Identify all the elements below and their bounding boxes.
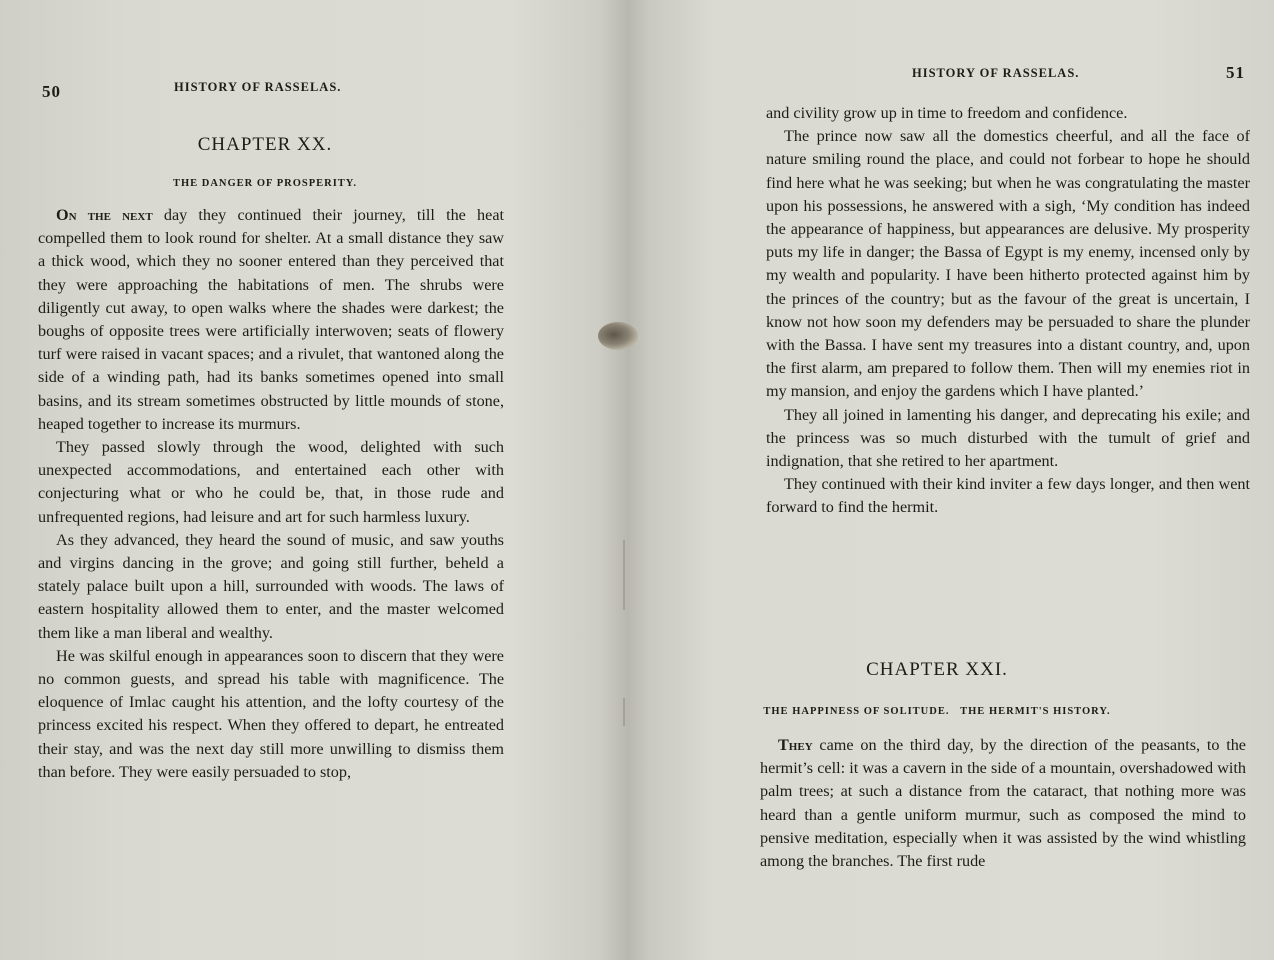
right-body-text-top [766, 102, 1250, 520]
left-page [0, 0, 620, 960]
paragraph: They all joined in lamenting his danger, and deprecating his exile; and the princess was so much disturbed with the tumult of grief and indignation, that she retired to her apartment. [766, 405, 1250, 471]
paragraph: and civility grow up in time to freedom and confidence. [766, 104, 1128, 122]
paragraph [760, 734, 1246, 873]
right-body-text-bottom [760, 734, 1246, 873]
left-body-text [38, 204, 504, 784]
page-number: 51 [1226, 63, 1245, 82]
chapter-title: CHAPTER XXI. [866, 659, 1008, 680]
paragraph: He was skilful enough in appearances soon to discern that they were no common guests, and spread his table with magnificence. The eloquence of Imlac caught his attention, and the lofty courtesy of the princess excited his respect. When they offered to depart, he entreated their stay, and was the next day still more unwilling to dismiss them than before. They were easily persuaded to stop, [38, 646, 504, 781]
running-head: HISTORY OF RASSELAS. [912, 66, 1080, 80]
chapter-title: CHAPTER XX. [197, 134, 333, 155]
paragraph-text: came on the third day, by the direction of the peasants, to the hermit’s cell: it was a cavern in the side of a mountain, overshadowed with palm trees; at such a distance from the cataract, that nothing more was heard than a gentle uniform murmur, such as composed the mind to pensive meditation, especially when it was assisted by the wind whistling among the branches. The first rude [760, 736, 1246, 871]
chapter-subtitle: THE DANGER OF PROSPERITY. [172, 178, 358, 189]
lead-words: They [778, 736, 813, 754]
running-head: HISTORY OF RASSELAS. [174, 80, 342, 94]
chapter-subtitle: THE HAPPINESS OF SOLITUDE. THE HERMIT'S HISTORY. [763, 706, 1111, 717]
paragraph: As they advanced, they heard the sound of music, and saw youths and virgins dancing in the grove; and going still further, beheld a stately palace built upon a hill, surrounded with woods. The laws of eastern hospitality allowed them to enter, and the master welcomed them like a man liberal and wealthy. [38, 530, 504, 642]
paragraph-text: day they continued their journey, till the heat compelled them to look round for shelter. At a small distance they saw a thick wood, which they no sooner entered than they perceived that they were approaching the habitations of men. The shrubs were diligently cut away, to open walks where the shades were darkest; the boughs of opposite trees were artificially interwoven; seats of flowery turf were raised in vacant spaces; and a rivulet, that wantoned along the side of a winding path, had its banks sometimes opened into small basins, and its stream sometimes obstructed by little mounds of stone, heaped together to increase its murmurs. [38, 206, 504, 433]
paragraph: They continued with their kind inviter a few days longer, and then went forward to find the hermit. [766, 475, 1250, 517]
paragraph [38, 204, 504, 436]
right-page [620, 0, 1274, 960]
paragraph: The prince now saw all the domestics cheerful, and all the face of nature smiling round the place, and could not forbear to hope he should find here what he was seeking; but when he was congratulating the master upon his possessions, he answered with a sigh, ‘My condition has indeed the appearance of happiness, but appearances are delusive. My prosperity puts my life in danger; the Bassa of Egypt is my enemy, incensed only by my wealth and popularity. I have been hitherto protected against him by the princes of the country; but as the favour of the great is uncertain, I know not how soon my defenders may be persuaded to share the plunder with the Bassa. I have sent my treasures into a distant country, and, upon the first alarm, am prepared to follow them. Then will my enemies riot in my mansion, and enjoy the gardens which I have planted.’ [766, 127, 1250, 401]
paragraph: They passed slowly through the wood, delighted with such unexpected accommodations, and entertained each other with conjecturing what or who he could be, that, in those rude and unfrequented regions, had leisure and art for such harmless luxury. [38, 438, 504, 526]
lead-words: On the next [56, 206, 153, 224]
page-number: 50 [42, 82, 61, 101]
